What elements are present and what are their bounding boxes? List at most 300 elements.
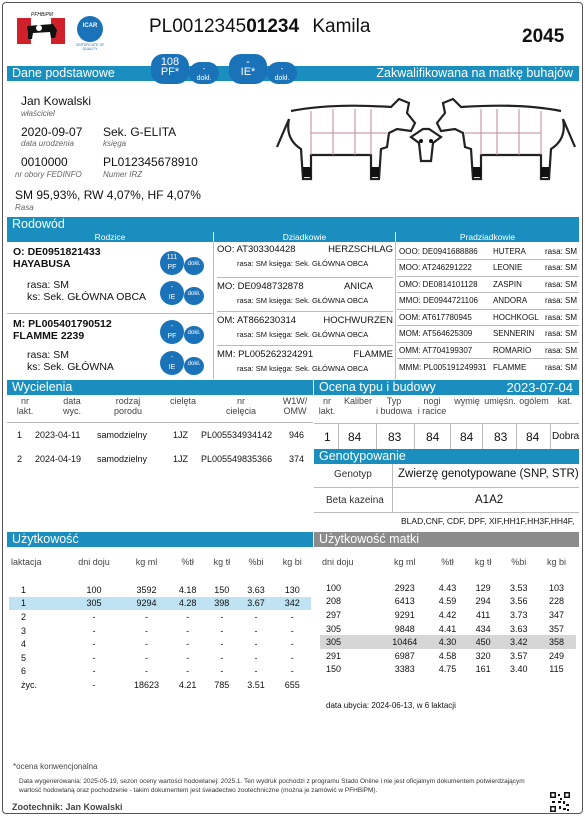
type-header: kat. bbox=[557, 396, 573, 406]
table-row bbox=[320, 635, 576, 649]
table-row bbox=[9, 610, 311, 624]
pf-accuracy: - dokł. bbox=[189, 62, 219, 84]
ie-label: IE* bbox=[240, 66, 256, 78]
pf-label: PF* bbox=[160, 66, 180, 78]
sire-dam-divider bbox=[7, 313, 213, 314]
dam-performance-header: %bi bbox=[511, 557, 527, 567]
ggp-breed: rasa: SM bbox=[542, 342, 579, 359]
performance-cell: - bbox=[186, 611, 190, 622]
type-header: wymię bbox=[454, 396, 480, 406]
grandparent-info: rasa: SM księga: Sek. GŁÓWNA OBCA bbox=[237, 296, 369, 305]
performance-cell: - bbox=[145, 666, 149, 677]
ggp-name: SENNERIN bbox=[491, 326, 542, 343]
dam-performance-cell: 4.43 bbox=[438, 582, 457, 593]
grandparent-id: MO: DE0948732878 bbox=[217, 281, 304, 292]
irz-number: PL012345678910 bbox=[103, 155, 198, 169]
dam-performance-cell: 357 bbox=[548, 623, 564, 634]
performance-cell: 18623 bbox=[134, 679, 160, 690]
performance-cell: - bbox=[254, 652, 258, 663]
dam-exit-note: data ubycia: 2024-06-13, w 6 laktacji bbox=[326, 701, 456, 710]
section-bar-calvings: Wycielenia bbox=[7, 380, 313, 395]
performance-cell: 9294 bbox=[136, 598, 157, 609]
ggp-id: OMO: DE0814101128 bbox=[397, 276, 491, 293]
performance-cell: 3.51 bbox=[247, 679, 265, 690]
section-bar-type bbox=[314, 380, 579, 395]
pf-accuracy-label: dokł. bbox=[196, 75, 212, 82]
performance-cell: 398 bbox=[214, 598, 230, 609]
animal-id bbox=[149, 16, 370, 38]
dam-performance-cell: 161 bbox=[475, 664, 491, 675]
type-headers bbox=[314, 396, 579, 422]
type-header: ogólem bbox=[519, 396, 549, 406]
fedinfo-number: 0010000 bbox=[21, 155, 68, 169]
ggp-id: MMO: DE0944721106 bbox=[397, 293, 491, 310]
dam-performance-cell: 358 bbox=[548, 637, 564, 648]
ggp-id: MOM: AT564625309 bbox=[397, 326, 491, 343]
dam-performance-cell: 3383 bbox=[394, 664, 415, 675]
dam-performance-cell: 3.57 bbox=[509, 650, 528, 661]
table-row bbox=[7, 430, 313, 454]
performance-cell: 3.67 bbox=[247, 598, 265, 609]
icar-logo bbox=[77, 16, 103, 42]
pfhbipm-logo-text: PFHBiPM bbox=[31, 12, 53, 18]
table-row bbox=[397, 326, 579, 343]
col-greatgrandparents: Pradziadkowie bbox=[396, 232, 579, 242]
table-row bbox=[320, 595, 576, 609]
sire-ie-accuracy bbox=[184, 287, 204, 305]
greatgrandparents-table bbox=[397, 243, 579, 375]
type-header: nr lakt. bbox=[318, 396, 336, 416]
performance-cell: - bbox=[290, 639, 294, 650]
dam-performance-header: dni doju bbox=[322, 557, 354, 567]
performance-cell: - bbox=[186, 639, 190, 650]
pedigree-card bbox=[2, 2, 583, 814]
performance-cell: - bbox=[92, 611, 96, 622]
ie-accuracy: - dokł. bbox=[267, 62, 297, 84]
grandparent-info: rasa: SM księga: Sek. GŁÓWNA OBCA bbox=[237, 364, 369, 373]
ie-accuracy-label: dokł. bbox=[274, 75, 290, 82]
dam-pf-accuracy-label: dokł. bbox=[187, 330, 201, 336]
table-row bbox=[9, 665, 311, 679]
dam-performance-cell: 3.40 bbox=[509, 664, 528, 675]
ggp-name: ANDORA bbox=[491, 293, 542, 310]
type-cell: Dobra bbox=[552, 431, 580, 442]
dam-performance-cell: 4.30 bbox=[438, 637, 457, 648]
footnote: *ocena konwencjonalna bbox=[13, 762, 98, 771]
dam-performance-cell: 4.59 bbox=[438, 596, 457, 607]
dam-book: ks: Sek. GŁÓWNA bbox=[27, 361, 114, 373]
calvings-header: nr cielęcia bbox=[225, 396, 256, 416]
performance-cell: - bbox=[220, 611, 224, 622]
herd-book-label: księga bbox=[103, 139, 127, 148]
animal-name: Kamila bbox=[312, 16, 371, 37]
type-title: Ocena typu i budowy bbox=[319, 380, 436, 394]
dam-name: FLAMME 2239 bbox=[13, 330, 85, 342]
performance-cell: 1 bbox=[21, 598, 27, 609]
performance-cell: 4.21 bbox=[178, 679, 197, 690]
dam-performance-cell: 305 bbox=[326, 637, 342, 648]
dam-performance-cell: 4.41 bbox=[438, 623, 457, 634]
genotype-value: Zwierzę genotypowane (SNP, STR) bbox=[398, 468, 579, 480]
calving-cell: 946 bbox=[289, 430, 305, 440]
table-row bbox=[9, 583, 311, 597]
type-cell: 1 bbox=[324, 430, 331, 444]
dam-performance-cell: 347 bbox=[548, 609, 564, 620]
section-bar-pedigree: Rodowód bbox=[7, 217, 579, 232]
performance-cell: 3.63 bbox=[247, 584, 265, 595]
dam-performance-cell: 294 bbox=[475, 596, 491, 607]
beta-casein-value: A1A2 bbox=[475, 494, 504, 506]
dam-breed: rasa: SM bbox=[27, 349, 70, 361]
performance-cell: - bbox=[254, 639, 258, 650]
ggp-id: MMM: PL005191249931 bbox=[399, 362, 487, 372]
dam-performance-cell: 3.42 bbox=[509, 637, 528, 648]
grandparent-info: rasa: SM księga: Sek. GŁÓWNA OBCA bbox=[237, 330, 369, 339]
dam-performance-cell: 434 bbox=[475, 623, 491, 634]
type-header: nogi i racice bbox=[417, 396, 447, 416]
birth-date-label: data urodzenia bbox=[21, 139, 74, 148]
dam-performance-table bbox=[320, 555, 576, 676]
performance-cell: - bbox=[92, 652, 96, 663]
type-grid bbox=[314, 423, 579, 449]
performance-cell: 130 bbox=[284, 584, 300, 595]
col-grandparents: Dziadkowie bbox=[214, 232, 395, 242]
table-row bbox=[397, 359, 579, 376]
dam-ie-badge bbox=[160, 351, 184, 375]
dam-performance-cell: 9291 bbox=[394, 609, 415, 620]
breed-label: Rasa bbox=[15, 203, 34, 212]
type-cell: 84 bbox=[348, 430, 362, 444]
dam-performance-cell: 9848 bbox=[394, 623, 415, 634]
ggp-breed: rasa: SM bbox=[544, 362, 577, 372]
beta-divider bbox=[314, 512, 579, 513]
performance-cell: 3592 bbox=[136, 584, 157, 595]
ggp-breed: rasa: SM bbox=[542, 293, 579, 310]
performance-cell: 342 bbox=[284, 598, 300, 609]
dam-performance-cell: 291 bbox=[326, 650, 342, 661]
dam-performance-cell: 6987 bbox=[394, 650, 415, 661]
icar-certificate-text: CERTIFICATE OF QUALITY bbox=[75, 43, 105, 51]
ie-badge bbox=[229, 54, 267, 84]
table-row bbox=[397, 243, 579, 260]
table-header-row bbox=[9, 555, 311, 569]
performance-cell: 6 bbox=[21, 666, 27, 677]
table-row bbox=[9, 678, 311, 692]
dam-performance-cell: 103 bbox=[548, 582, 564, 593]
performance-cell: - bbox=[145, 652, 149, 663]
ggp-name: ZASPIN bbox=[491, 276, 542, 293]
performance-table bbox=[9, 555, 311, 692]
table-row bbox=[9, 651, 311, 665]
performance-cell: - bbox=[92, 625, 96, 636]
dam-performance-cell: 3.53 bbox=[509, 582, 528, 593]
grandparent-id: OO: AT303304428 bbox=[217, 244, 296, 255]
performance-cell: 3 bbox=[21, 625, 27, 636]
performance-cell: - bbox=[145, 611, 149, 622]
dam-performance-header: kg bi bbox=[546, 557, 566, 567]
ggp-id: OMM: AT704199307 bbox=[397, 342, 491, 359]
sire-ie-value: - bbox=[170, 284, 174, 291]
calving-cell: 374 bbox=[289, 454, 305, 464]
fedinfo-label: nr obory FEDINFO bbox=[15, 170, 82, 179]
table-row bbox=[320, 649, 576, 663]
calving-cell: 1JZ bbox=[173, 454, 189, 464]
ggp-name: FLAMME bbox=[492, 362, 527, 372]
calving-cell: 1JZ bbox=[173, 430, 189, 440]
table-row bbox=[320, 663, 576, 677]
table-row bbox=[9, 637, 311, 651]
performance-cell: 305 bbox=[86, 598, 102, 609]
ie-value: - bbox=[246, 56, 250, 68]
dam-performance-cell: 129 bbox=[475, 582, 491, 593]
calvings-header: W1W/ OMW bbox=[282, 396, 308, 416]
performance-cell: - bbox=[220, 652, 224, 663]
ggp-id: OOM: AT617780945 bbox=[397, 309, 491, 326]
calving-cell: PL005549835366 bbox=[201, 454, 273, 464]
grandparent-id: MM: PL005262324291 bbox=[217, 349, 314, 360]
animal-number: 2045 bbox=[522, 26, 565, 47]
type-cell: 84 bbox=[426, 430, 440, 444]
dam-ie-value: - bbox=[170, 354, 174, 361]
table-row bbox=[320, 581, 576, 595]
calvings-header: data wyc. bbox=[63, 396, 81, 416]
dam-ie-label: IE bbox=[168, 364, 176, 371]
performance-cell: 100 bbox=[86, 584, 102, 595]
pedigree-vline-2 bbox=[395, 242, 396, 379]
section-bar-performance: Użytkowość bbox=[7, 532, 313, 547]
calving-cell: 2024-04-19 bbox=[35, 454, 82, 464]
type-cell: 84 bbox=[460, 430, 474, 444]
dam-performance-cell: 3.73 bbox=[509, 609, 528, 620]
performance-header: %bi bbox=[248, 557, 264, 567]
dam-performance-cell: 115 bbox=[549, 664, 564, 675]
ggp-name: LEONIE bbox=[491, 260, 542, 277]
performance-cell: - bbox=[220, 666, 224, 677]
performance-cell: - bbox=[254, 611, 258, 622]
dam-performance-cell: 297 bbox=[326, 609, 342, 620]
pf-badge bbox=[151, 54, 189, 84]
performance-cell: 4.18 bbox=[178, 584, 197, 595]
grandparents-list bbox=[217, 244, 393, 380]
dam-prefix: M: bbox=[13, 318, 26, 330]
dam-id: PL005401790512 bbox=[28, 318, 112, 330]
calvings-rows bbox=[7, 430, 313, 478]
ggp-name: HOCHKOGL bbox=[491, 309, 542, 326]
sire-pf-accuracy bbox=[184, 257, 204, 275]
dam-performance-cell: 4.75 bbox=[438, 664, 457, 675]
table-row bbox=[320, 622, 576, 636]
calvings-headers bbox=[7, 396, 313, 422]
grandparent-name: FLAMME bbox=[353, 349, 393, 360]
calvings-divider bbox=[7, 422, 313, 423]
dam-performance-cell: 320 bbox=[475, 650, 491, 661]
table-row bbox=[397, 276, 579, 293]
birth-date: 2020-09-07 bbox=[21, 125, 83, 139]
dam-pf-label: PF bbox=[167, 333, 177, 340]
ggp-id: MOO: AT246291222 bbox=[397, 260, 491, 277]
performance-cell: - bbox=[92, 639, 96, 650]
type-cell: 84 bbox=[526, 430, 540, 444]
performance-cell: 4 bbox=[21, 639, 27, 650]
status-text: Zakwalifikowana na matkę buhajów bbox=[376, 66, 573, 80]
pedigree-vline-1 bbox=[213, 242, 214, 379]
performance-cell: 785 bbox=[214, 679, 230, 690]
basic-title: Dane podstawowe bbox=[12, 66, 115, 80]
qr-code-icon bbox=[550, 792, 570, 812]
performance-cell: - bbox=[290, 652, 294, 663]
grandparent-item bbox=[217, 278, 393, 312]
performance-cell: - bbox=[186, 625, 190, 636]
performance-cell: - bbox=[290, 666, 294, 677]
table-row bbox=[397, 293, 579, 310]
dam-performance-cell: 150 bbox=[326, 664, 342, 675]
calving-cell: samodzielny bbox=[97, 430, 148, 440]
genotype-codes: BLAD,CNF, CDF, DPF, XIF,HH1F,HH3F,HH4F, bbox=[401, 516, 575, 526]
ggp-name: ROMARIO bbox=[491, 342, 542, 359]
dam-performance-cell: 249 bbox=[548, 650, 564, 661]
sire-pf-value: 111 bbox=[166, 254, 178, 261]
grandparent-item bbox=[217, 312, 393, 346]
performance-header: dni doju bbox=[78, 557, 110, 567]
dam-performance-cell: 411 bbox=[475, 609, 491, 620]
dam-performance-header: kg ml bbox=[393, 557, 416, 567]
performance-cell: - bbox=[254, 625, 258, 636]
calving-cell: 2023-04-11 bbox=[35, 430, 81, 440]
beta-casein-label: Beta kazeina bbox=[326, 495, 384, 506]
performance-cell: 5 bbox=[21, 652, 27, 663]
type-header: Kaliber bbox=[343, 396, 372, 406]
irz-label: Numer IRZ bbox=[103, 170, 143, 179]
generated-note: Data wygenerowania: 2025-05-19, sezon oceny wartości hodowlanej: 2025.1. Ten wydruk pochodzi z programu Stado Online i nie jest oficjalnym dokumentem potwierdzającym wartość hodowlaną oraz pochodzenie - takim dokumentem jest świadectwo zootechniczne (można je zamówić w PFHBiPM). bbox=[19, 778, 525, 794]
calvings-header: rodzaj porodu bbox=[113, 396, 143, 416]
type-header: umięśn. bbox=[484, 396, 516, 406]
grandparent-id: OM: AT866230314 bbox=[217, 315, 297, 326]
calving-cell: PL005534934142 bbox=[201, 430, 273, 440]
performance-cell: - bbox=[290, 611, 294, 622]
calving-cell: 1 bbox=[17, 430, 23, 440]
owner: Jan Kowalski bbox=[21, 94, 92, 108]
performance-header: kg bi bbox=[282, 557, 302, 567]
performance-cell: - bbox=[186, 652, 190, 663]
performance-cell: 655 bbox=[284, 679, 300, 690]
ggp-name: HUTERA bbox=[491, 243, 542, 260]
calving-cell: 2 bbox=[17, 454, 23, 464]
icar-logo-text: ICAR bbox=[82, 23, 98, 29]
sire-book: ks: Sek. GŁÓWNA OBCA bbox=[27, 291, 147, 303]
ggp-breed: rasa: SM bbox=[542, 243, 579, 260]
table-row bbox=[9, 597, 311, 611]
dam-ie-accuracy bbox=[184, 357, 204, 375]
grandparent-name: HERZSCHLAG bbox=[328, 244, 393, 255]
performance-cell: - bbox=[220, 625, 224, 636]
pf-value: 108 bbox=[160, 56, 180, 68]
sire-pf-accuracy-label: dokł. bbox=[187, 261, 201, 267]
ggp-breed: rasa: SM bbox=[542, 276, 579, 293]
performance-cell: - bbox=[186, 666, 190, 677]
type-cell: 83 bbox=[388, 430, 402, 444]
dam-pf-value: - bbox=[170, 323, 174, 330]
herd-book: Sek. G-ELITA bbox=[103, 125, 177, 139]
type-header: Typ i budowa bbox=[376, 396, 413, 416]
section-bar-dam-performance: Użytkowość matki bbox=[314, 532, 579, 547]
calvings-header: nr lakt. bbox=[16, 396, 34, 416]
ggp-breed: rasa: SM bbox=[542, 326, 579, 343]
calvings-header: cielęta bbox=[169, 396, 196, 406]
performance-cell: 2 bbox=[21, 611, 27, 622]
dam-ie-accuracy-label: dokł. bbox=[187, 361, 201, 367]
dam-performance-header: %tł bbox=[441, 557, 454, 567]
grandparent-info: rasa: SM księga: Sek. GŁÓWNA OBCA bbox=[237, 259, 369, 268]
owner-label: właściciel bbox=[21, 109, 55, 118]
dam-performance-cell: 10464 bbox=[392, 637, 418, 648]
grandparent-name: HOCHWURZEN bbox=[323, 315, 393, 326]
calving-cell: samodzielny bbox=[97, 454, 148, 464]
breed-composition: SM 95,93%, RW 4,07%, HF 4,07% bbox=[15, 188, 201, 202]
sire-ie-accuracy-label: dokł. bbox=[187, 291, 201, 297]
dam-performance-cell: 4.58 bbox=[438, 650, 457, 661]
performance-cell: - bbox=[220, 639, 224, 650]
table-row bbox=[320, 608, 576, 622]
dam-pf-accuracy bbox=[184, 326, 204, 344]
dam-performance-cell: 208 bbox=[326, 596, 342, 607]
dam-performance-cell: 4.42 bbox=[438, 609, 457, 620]
sire-pf-badge bbox=[160, 251, 184, 275]
performance-cell: - bbox=[92, 679, 96, 690]
table-header-row bbox=[320, 555, 576, 569]
ggp-breed: rasa: SM bbox=[542, 260, 579, 277]
ggp-id: OOO: DE0941688886 bbox=[397, 243, 491, 260]
genotype-label: Genotyp bbox=[334, 469, 372, 480]
zootechnik: Zootechnik: Jan Kowalski bbox=[12, 802, 123, 812]
animal-id-bold: 01234 bbox=[246, 16, 300, 37]
performance-cell: - bbox=[290, 625, 294, 636]
dam-performance-cell: 3.56 bbox=[509, 596, 528, 607]
performance-cell: 150 bbox=[214, 584, 230, 595]
animal-id-prefix: PL0012345 bbox=[149, 16, 247, 37]
col-parents: Rodzice bbox=[7, 232, 213, 242]
sire-id: DE0951821433 bbox=[27, 246, 101, 258]
table-row bbox=[7, 454, 313, 478]
dam-performance-cell: 6413 bbox=[394, 596, 415, 607]
type-cell: 83 bbox=[494, 430, 508, 444]
performance-cell: - bbox=[254, 666, 258, 677]
performance-header: %tł bbox=[181, 557, 194, 567]
table-row bbox=[397, 342, 579, 359]
genotype-vline bbox=[392, 464, 393, 512]
dam-performance-cell: 100 bbox=[326, 582, 342, 593]
table-row bbox=[9, 624, 311, 638]
sire-breed: rasa: SM bbox=[27, 279, 70, 291]
dam-performance-cell: 305 bbox=[326, 623, 342, 634]
dam-performance-cell: 450 bbox=[475, 637, 491, 648]
sire-name: HAYABUSA bbox=[13, 258, 71, 270]
dam-performance-cell: 2923 bbox=[394, 582, 415, 593]
performance-cell: 1 bbox=[21, 584, 27, 595]
grandparent-name: ANICA bbox=[343, 281, 373, 292]
cow-silhouettes-icon bbox=[271, 89, 581, 189]
genotype-divider bbox=[314, 487, 579, 488]
type-date: 2023-07-04 bbox=[506, 380, 573, 395]
performance-header: laktacja bbox=[11, 557, 42, 567]
performance-header: kg ml bbox=[135, 557, 158, 567]
sire-ie-badge bbox=[160, 281, 184, 305]
grandparent-item bbox=[217, 244, 393, 278]
table-row bbox=[397, 309, 579, 326]
pfhbipm-logo bbox=[17, 12, 65, 46]
sire-prefix: O: bbox=[13, 246, 25, 258]
performance-cell: - bbox=[92, 666, 96, 677]
performance-cell: życ. bbox=[21, 679, 38, 690]
